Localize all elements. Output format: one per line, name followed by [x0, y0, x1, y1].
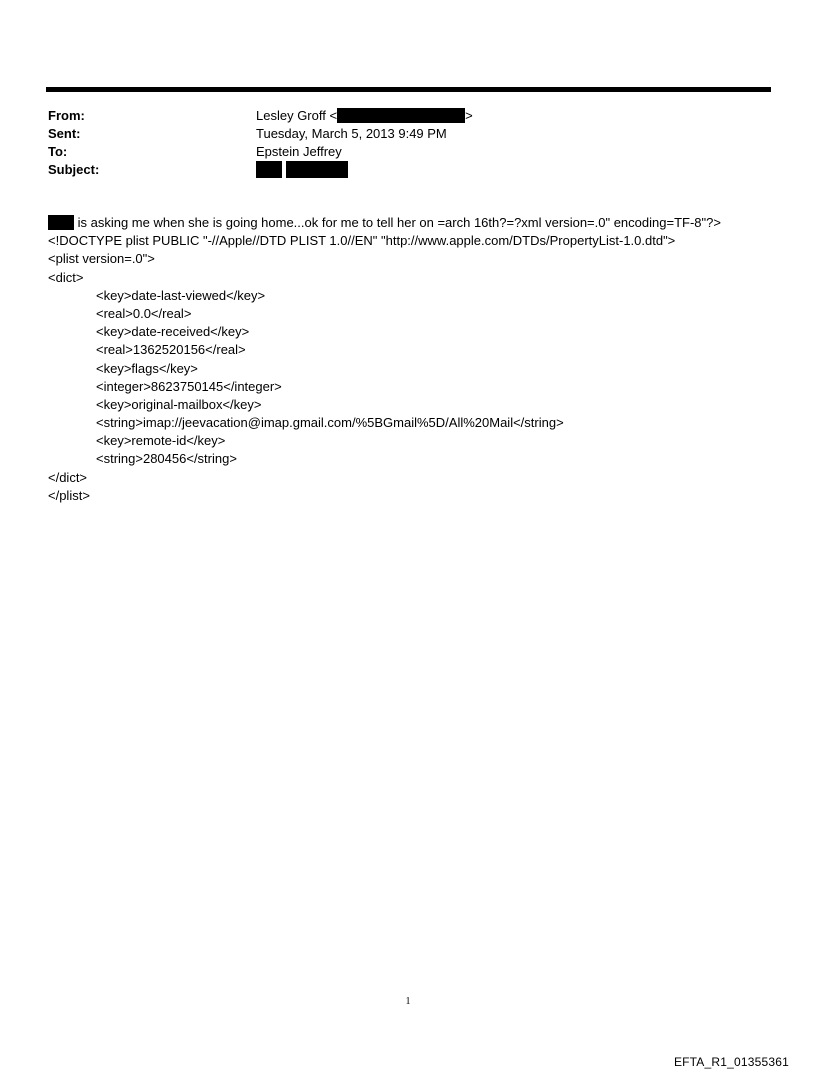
body-line: <key>flags</key> — [96, 360, 198, 376]
sent-value: Tuesday, March 5, 2013 9:49 PM — [256, 126, 447, 141]
redaction-box — [337, 108, 465, 123]
to-row — [48, 143, 342, 161]
body-line: <key>original-mailbox</key> — [96, 396, 262, 412]
redaction-box — [48, 215, 74, 230]
bates-number: EFTA_R1_01355361 — [673, 1055, 789, 1069]
body-first-line — [48, 214, 721, 232]
body-line: </plist> — [48, 487, 90, 503]
redaction-box — [286, 161, 348, 178]
from-row — [48, 107, 473, 125]
header-rule — [46, 87, 771, 92]
subject-row — [48, 161, 248, 179]
redaction-box — [256, 161, 282, 178]
body-line: <key>remote-id</key> — [96, 433, 226, 449]
body-line: <plist version=.0"> — [48, 251, 155, 267]
body-line: <real>0.0</real> — [96, 305, 192, 321]
to-value: Epstein Jeffrey — [256, 144, 342, 159]
email-body — [48, 214, 721, 505]
body-line: <real>1362520156</real> — [96, 342, 246, 358]
body-lines — [48, 232, 721, 505]
to-label: To: — [48, 144, 68, 159]
body-line: <!DOCTYPE plist PUBLIC "-//Apple//DTD PLIST 1.0//EN" "http://www.apple.com/DTDs/PropertyList-1.0.dtd"> — [48, 233, 676, 249]
sent-row — [48, 125, 447, 143]
from-label: From: — [48, 108, 85, 123]
from-name: Lesley Groff < — [256, 108, 338, 123]
body-line: <string>280456</string> — [96, 451, 237, 467]
body-line: <dict> — [48, 269, 84, 285]
body-line: <key>date-received</key> — [96, 324, 250, 340]
from-value — [256, 107, 473, 125]
body-line: <string>imap://jeevacation@imap.gmail.com/%5BGmail%5D/All%20Mail</string> — [96, 415, 564, 431]
sent-label: Sent: — [48, 126, 81, 141]
body-first-line-text: is asking me when she is going home...ok for me to tell her on =arch 16th?=?xml version=.0" encoding=TF-8"?> — [74, 215, 721, 230]
subject-value — [256, 161, 348, 180]
page-number: 1 — [405, 996, 411, 1007]
from-close: > — [465, 108, 473, 123]
body-line: <integer>8623750145</integer> — [96, 378, 282, 394]
body-line: </dict> — [48, 469, 88, 485]
subject-label: Subject: — [48, 162, 100, 177]
body-line: <key>date-last-viewed</key> — [96, 287, 266, 303]
